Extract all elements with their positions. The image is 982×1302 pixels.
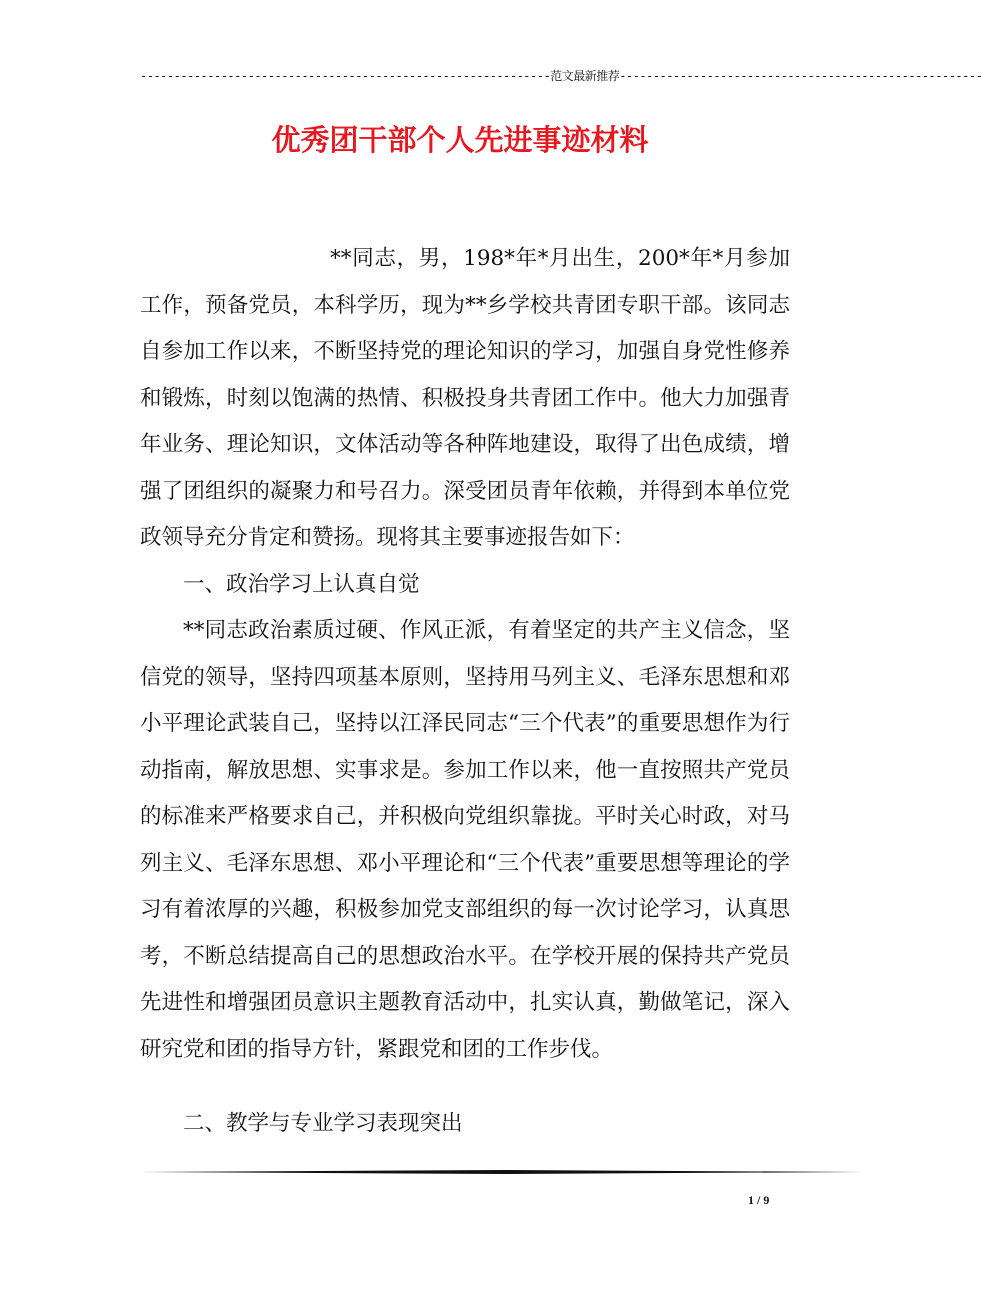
document-title: 优秀团干部个人先进事迹材料: [271, 123, 649, 157]
section-heading-1: 一、政治学习上认真自觉: [183, 571, 420, 597]
page-number: 1 / 9: [748, 1193, 770, 1207]
footer-divider: [140, 1170, 864, 1174]
page-header: -------------------------------------------------------------范文最新推荐------------------------------------------------------: [140, 69, 982, 83]
document-body: [140, 236, 790, 1073]
intro-paragraph: **同志，男，198*年*月出生，200*年*月参加工作，预备党员，本科学历，现为**乡学校共青团专职干部。该同志自参加工作以来，不断坚持党的理论知识的学习，加强自身党性修养和锻炼，时刻以饱满的热情、积极投身共青团工作中。他大力加强青年业务、理论知识，文体活动等各种阵地建设，取得了出色成绩，增强了团组织的凝聚力和号召力。深受团员青年依赖，并得到本单位党政领导充分肯定和赞扬。现将其主要事迹报告如下：: [140, 246, 790, 550]
section-heading-2: 二、教学与专业学习表现突出: [183, 1111, 463, 1136]
section-paragraph-1: **同志政治素质过硬、作风正派，有着坚定的共产主义信念，坚信党的领导，坚持四项基本原则，坚持用马列主义、毛泽东思想和邓小平理论武装自己，坚持以江泽民同志“三个代表”的重要思想作为行动指南，解放思想、实事求是。参加工作以来，他一直按照共产党员的标准来严格要求自己，并积极向党组织靠拢。平时关心时政，对马列主义、毛泽东思想、邓小平理论和“三个代表”重要思想等理论的学习有着浓厚的兴趣，积极参加党支部组织的每一次讨论学习，认真思考，不断总结提高自己的思想政治水平。在学校开展的保持共产党员先进性和增强团员意识主题教育活动中，扎实认真，勤做笔记，深入研究党和团的指导方针，紧跟党和团的工作步伐。: [140, 618, 790, 1062]
